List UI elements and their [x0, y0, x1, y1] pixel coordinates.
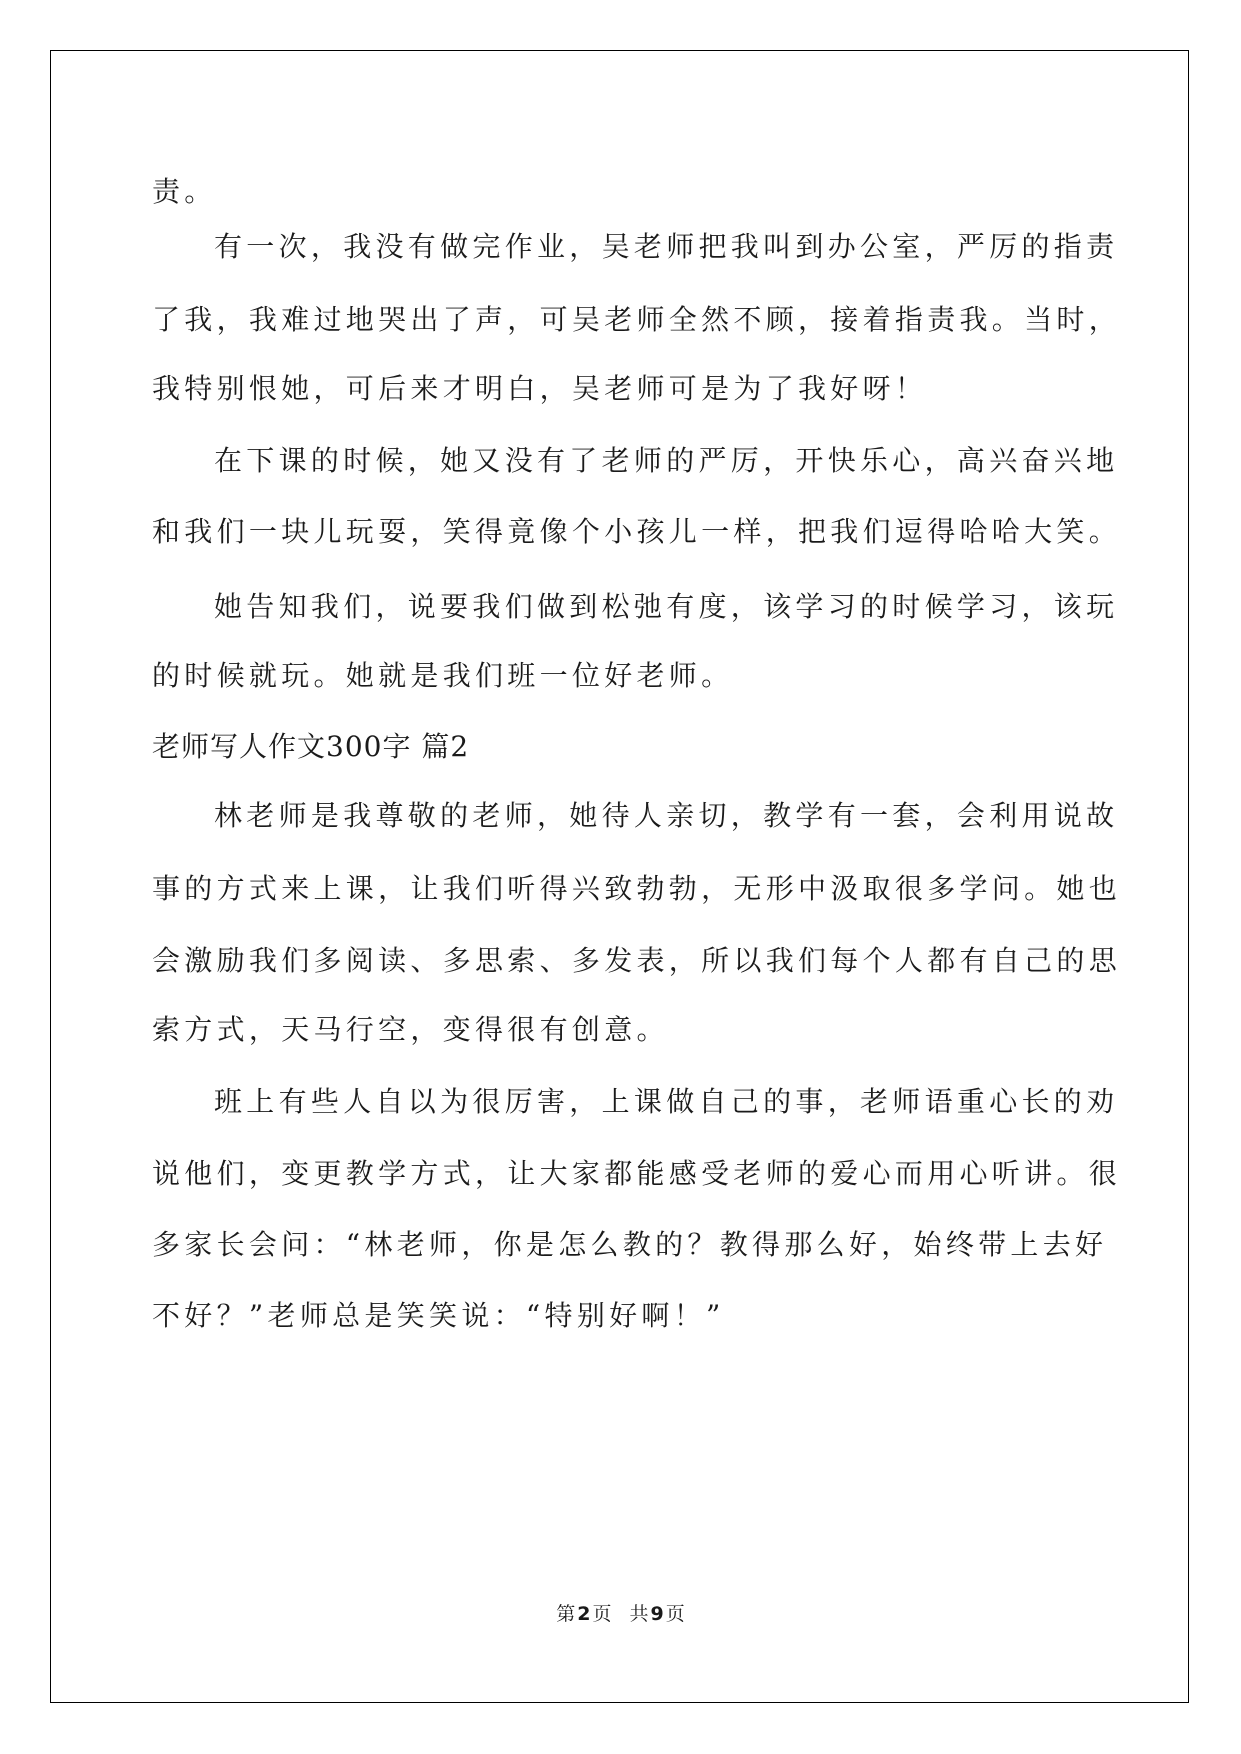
paragraph-line: 和我们一块儿玩耍，笑得竟像个小孩儿一样，把我们逗得哈哈大笑。 [152, 515, 1122, 548]
paragraph-line: 班上有些人自以为很厉害，上课做自己的事，老师语重心长的劝 [214, 1085, 1119, 1118]
paragraph-line: 不好？”老师总是笑笑说：“特别好啊！” [152, 1299, 725, 1332]
total-suffix: 页 [665, 1603, 685, 1625]
paragraph-line: 她告知我们，说要我们做到松弛有度，该学习的时候学习，该玩 [214, 590, 1119, 623]
paragraph-line: 责。 [152, 175, 217, 208]
page-prefix: 第 [556, 1603, 576, 1625]
paragraph-line: 的时候就玩。她就是我们班一位好老师。 [152, 659, 734, 692]
page-footer [0, 1599, 1241, 1626]
paragraph-line: 我特别恨她，可后来才明白，吴老师可是为了我好呀！ [152, 372, 928, 405]
total-prefix: 共 [629, 1603, 649, 1625]
paragraph-line: 索方式，天马行空，变得很有创意。 [152, 1013, 669, 1046]
paragraph-line: 多家长会问：“林老师，你是怎么教的？教得那么好，始终带上去好 [152, 1228, 1108, 1261]
paragraph-line: 有一次，我没有做完作业，吴老师把我叫到办公室，严厉的指责 [214, 230, 1119, 263]
paragraph-line: 说他们，变更教学方式，让大家都能感受老师的爱心而用心听讲。很 [152, 1157, 1122, 1190]
total-pages-number: 9 [650, 1603, 664, 1625]
paragraph-line: 林老师是我尊敬的老师，她待人亲切，教学有一套，会利用说故 [214, 799, 1119, 832]
paragraph-line: 了我，我难过地哭出了声，可吴老师全然不顾，接着指责我。当时， [152, 303, 1122, 336]
current-page-number: 2 [577, 1603, 591, 1625]
paragraph-line: 在下课的时候，她又没有了老师的严厉，开快乐心，高兴奋兴地 [214, 444, 1119, 477]
paragraph-line: 事的方式来上课，让我们听得兴致勃勃，无形中汲取很多学问。她也 [152, 872, 1122, 905]
paragraph-line: 会激励我们多阅读、多思索、多发表，所以我们每个人都有自己的思 [152, 944, 1122, 977]
page-suffix: 页 [592, 1603, 612, 1625]
section-heading: 老师写人作文300字 篇2 [152, 730, 470, 763]
